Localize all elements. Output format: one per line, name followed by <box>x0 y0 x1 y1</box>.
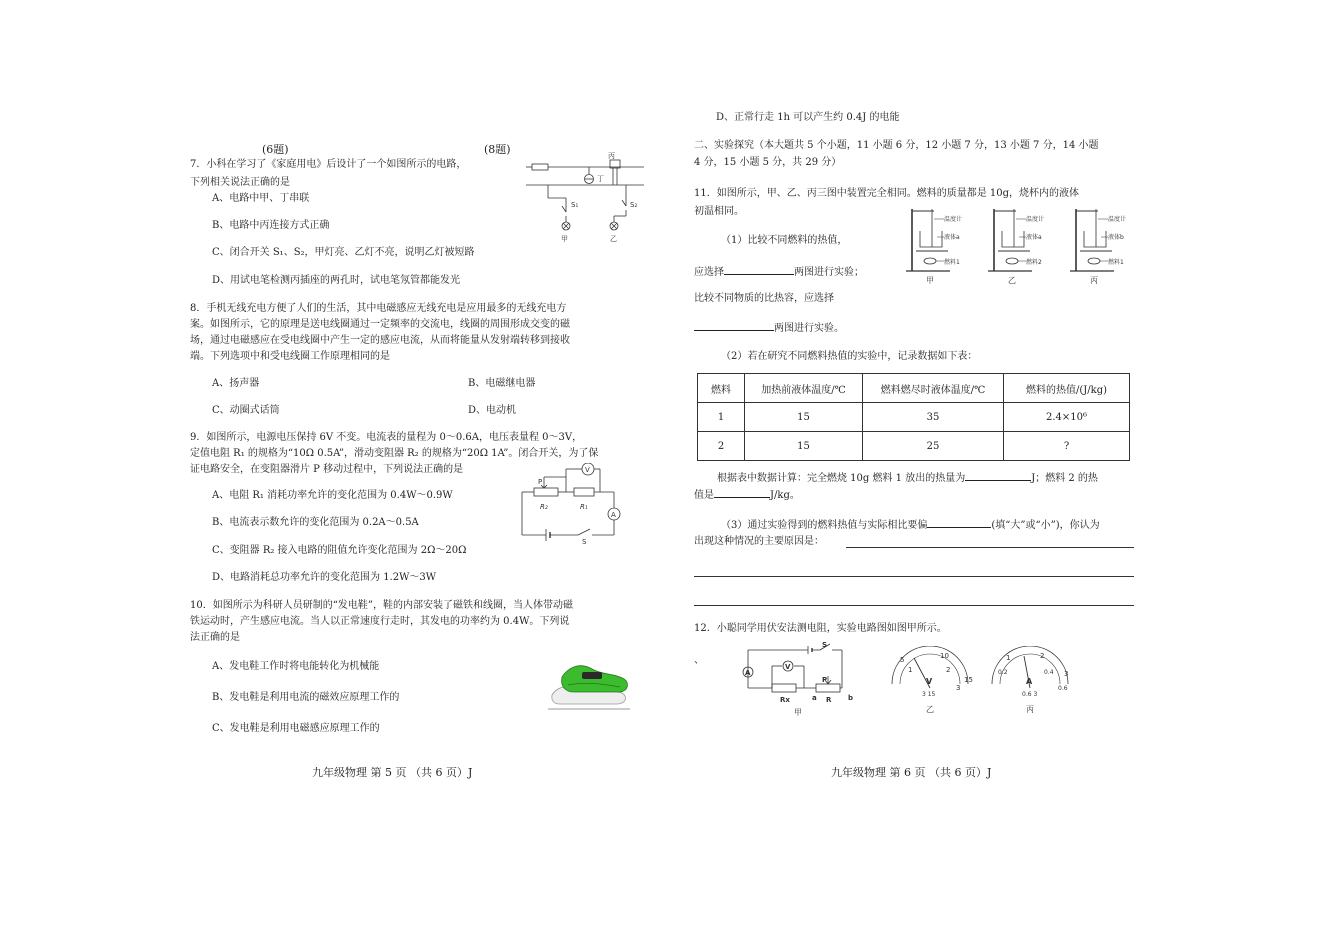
ammeter-tick-label: 0.6 <box>1058 685 1068 692</box>
figure-caption-6: (6题) <box>262 143 289 156</box>
q7-fig-label-s1: S₁ <box>571 201 579 209</box>
voltmeter-tick-label: 2 <box>946 666 951 674</box>
q11-calc-mid: J；燃料 2 的热 <box>1031 473 1098 484</box>
q12-fig-caption-jia: 甲 <box>794 708 802 717</box>
ammeter-tick-label: 0.2 <box>998 669 1008 676</box>
voltmeter-terminal-labels: 3 15 <box>922 691 936 698</box>
ammeter-tick-label: 1 <box>1006 654 1011 662</box>
q11-fig-thermometer-label-1: 温度计 <box>944 216 963 223</box>
q12-fig-label-r: R <box>826 696 832 704</box>
ammeter-dial-figure <box>984 646 1076 718</box>
voltmeter-dial-figure <box>882 646 978 718</box>
q8-option-d: D、电动机 <box>468 405 517 416</box>
apparatus-bing <box>1070 209 1126 285</box>
table-cell: 15 <box>745 432 863 461</box>
q12-circuit-figure <box>738 638 862 718</box>
voltmeter-tick-label: 1 <box>908 666 913 674</box>
q11-calc2-prefix: 值是 <box>694 490 714 501</box>
q11-part1-answer-suffix: 两图进行实验； <box>794 267 864 278</box>
q11-part1-specific-heat: 比较不同物质的比热容，应选择 <box>694 293 834 304</box>
q10-option-c: C、发电鞋是利用电磁感应原理工作的 <box>212 723 380 734</box>
voltmeter-tick-label: 3 <box>956 684 961 692</box>
q11-fig-fuel-label-1: 燃料1 <box>944 259 960 266</box>
q11-part2-text: （2）若在研究不同燃料热值的实验中，记录数据如下表： <box>721 351 978 362</box>
q12-fig-caption-yi: 乙 <box>926 705 934 714</box>
section2-heading-line1: 二、实验探究（本大题共 5 个小题，11 小题 6 分，12 小题 7 分，13 小题 7 分，14 小题 <box>694 140 1099 151</box>
table-header-cell: 燃料 <box>698 374 745 403</box>
voltmeter-center-label: V <box>926 677 933 686</box>
q12-stem: 12．小聪同学用伏安法测电阻，实验电路图如图甲所示。 <box>694 623 947 634</box>
q11-data-table <box>697 373 1130 461</box>
table-row <box>698 403 1130 432</box>
q7-stem-line2: 下列相关说法正确的是 <box>190 177 290 188</box>
answer-line[interactable] <box>694 576 1134 577</box>
q11-part3-suffix: (填“大”或“小”)，你认为 <box>991 520 1100 531</box>
q11-part1-answer-prefix: 应选择 <box>694 267 724 278</box>
apparatus-jia <box>906 209 962 285</box>
voltmeter-tick-label: 10 <box>940 652 949 660</box>
q7-fig-label-ding: 丁 <box>597 175 604 183</box>
q9-fig-label-r1: R₁ <box>580 503 588 511</box>
q7-fig-label-jia: 甲 <box>561 235 568 243</box>
q8-stem-line2: 案。如图所示，它的原理是送电线圈通过一定频率的交流电，线圈的周围形成交变的磁 <box>190 319 570 330</box>
q9-option-b: B、电流表示数允许的变化范围为 0.2A～0.5A <box>212 517 419 528</box>
q8-option-c: C、动圈式话筒 <box>212 405 280 416</box>
q12-fig-label-rx: Rx <box>780 696 790 704</box>
q11-part1-text: （1）比较不同燃料的热值， <box>721 235 848 246</box>
table-cell: 2.4×10⁶ <box>1004 403 1130 432</box>
q11-part1-answer-line <box>694 264 864 280</box>
q11-part3-blank[interactable] <box>927 517 991 528</box>
q9-fig-label-r2: R₂ <box>540 503 548 511</box>
table-cell: ? <box>1004 432 1130 461</box>
q9-stem-line2: 定值电阻 R₁ 的规格为“10Ω 0.5A”，滑动变阻器 R₂ 的规格为“20Ω 1A”。闭合开关，为了保 <box>190 448 599 459</box>
q11-calc-line2 <box>694 487 800 503</box>
figure-caption-8: (8题) <box>484 143 511 156</box>
q9-fig-label-p: P <box>538 478 543 486</box>
q11-part3-prefix: （3）通过实验得到的燃料热值与实际相比要偏 <box>721 520 928 531</box>
q10-option-b: B、发电鞋是利用电流的磁效应原理工作的 <box>212 692 400 703</box>
q11-calc-heat-value-blank[interactable] <box>714 487 770 498</box>
q11-part3-line2: 出现这种情况的主要原因是： <box>694 536 824 547</box>
q8-stem-line3: 场，通过电磁感应在受电线圈中产生一定的感应电流，从而将能量从发射端转移到接收 <box>190 335 570 346</box>
right-page-footer: 九年级物理 第 6 页 （共 6 页）J <box>831 766 992 779</box>
q7-stem-line1: 7．小科在学习了《家庭用电》后设计了一个如图所示的电路， <box>190 159 467 170</box>
q11-fig-fuel-label-3: 燃料1 <box>1108 259 1124 266</box>
q12-fig-label-v: V <box>785 663 791 671</box>
power-generating-shoe-image <box>548 655 630 711</box>
q9-fig-label-s: S <box>582 538 587 545</box>
q10-stem-line3: 法正确的是 <box>190 632 240 643</box>
q11-part1-answer-blank[interactable] <box>724 264 794 275</box>
ammeter-tick-label: 2 <box>1040 652 1045 660</box>
q11-fig-thermometer-label-2: 温度计 <box>1026 216 1045 223</box>
q11-fig-thermometer-label-3: 温度计 <box>1108 216 1127 223</box>
q9-series-circuit-figure <box>518 463 630 545</box>
q12-fig-label-a: A <box>745 669 751 677</box>
q9-fig-label-a: A <box>611 511 616 519</box>
q7-option-d: D、用试电笔检测丙插座的两孔时，试电笔氖管都能发光 <box>212 275 461 286</box>
q9-stem-line3: 证电路安全，在变阻器滑片 P 移动过程中，下列说法正确的是 <box>190 464 464 475</box>
q12-fig-label-point-a: a <box>812 694 817 702</box>
table-header-cell: 加热前液体温度/℃ <box>745 374 863 403</box>
q11-fig-caption-yi: 乙 <box>1008 276 1016 285</box>
voltmeter-tick-label: 5 <box>900 656 905 664</box>
q7-option-a: A、电路中甲、丁串联 <box>212 193 310 204</box>
section2-heading-line2: 4 分，15 小题 5 分，共 29 分） <box>694 157 842 168</box>
q7-fig-label-s2: S₂ <box>630 201 638 209</box>
q11-fig-caption-jia: 甲 <box>926 276 934 285</box>
q12-fig-label-s: S <box>822 641 828 649</box>
ammeter-center-label: A <box>1026 677 1033 686</box>
q9-option-a: A、电阻 R₁ 消耗功率允许的变化范围为 0.4W～0.9W <box>212 490 453 501</box>
q7-option-b: B、电路中丙连接方式正确 <box>212 220 330 231</box>
table-cell: 2 <box>698 432 745 461</box>
table-cell: 15 <box>745 403 863 432</box>
q10-option-a: A、发电鞋工作时将电能转化为机械能 <box>212 661 380 672</box>
q11-fig-caption-bing: 丙 <box>1090 276 1098 285</box>
q12-stray-mark: 、 <box>694 655 704 666</box>
q11-part1-answer2-line <box>694 320 844 336</box>
q7-fig-label-yi: 乙 <box>610 235 617 243</box>
table-header-row <box>698 374 1130 403</box>
q11-calc-prefix: 根据表中数据计算：完全燃烧 10g 燃料 1 放出的热量为 <box>717 473 966 484</box>
ammeter-tick-label: 3 <box>1064 670 1069 678</box>
q11-heating-apparatus-figure <box>904 207 1140 287</box>
q8-option-a: A、扬声器 <box>212 378 260 389</box>
apparatus-yi <box>988 209 1044 285</box>
q11-fig-fuel-label-2: 燃料2 <box>1026 259 1042 266</box>
q7-household-circuit-figure <box>526 150 644 245</box>
voltmeter-tick-label: 15 <box>964 676 973 684</box>
q11-fig-liquid-label-2: 液体a <box>1026 234 1042 241</box>
q10-stem-line2: 铁运动时，产生感应电流。当人以正常速度行走时，其发电的功率约为 0.4W。下列说 <box>190 616 570 627</box>
q11-part1-answer2-blank[interactable] <box>694 320 774 331</box>
q11-stem-line1: 11．如图所示，甲、乙、丙三图中装置完全相同。燃料的质量都是 10g，烧杯内的液体 <box>694 188 1080 199</box>
answer-line[interactable] <box>694 605 1134 606</box>
q12-fig-caption-bing: 丙 <box>1026 705 1034 714</box>
q11-stem-line2: 初温相同。 <box>694 206 744 217</box>
q9-stem-line1: 9．如图所示，电源电压保持 6V 不变。电流表的量程为 0～0.6A，电压表量程 0～3V， <box>190 432 583 443</box>
q9-fig-label-v: V <box>585 466 590 474</box>
q9-option-d: D、电路消耗总功率允许的变化范围为 1.2W～3W <box>212 572 437 583</box>
table-row <box>698 432 1130 461</box>
q9-option-c: C、变阻器 R₂ 接入电路的阻值允许变化范围为 2Ω～20Ω <box>212 545 467 556</box>
q11-fig-liquid-label-1: 液体a <box>944 234 960 241</box>
ammeter-tick-label: 0.4 <box>1044 669 1054 676</box>
q12-fig-label-point-b: b <box>848 694 854 702</box>
q11-calc2-suffix: J/kg。 <box>770 490 800 501</box>
q12-fig-label-p: P <box>822 676 828 684</box>
q11-part1-answer2-suffix: 两图进行实验。 <box>774 323 844 334</box>
table-cell: 35 <box>863 403 1004 432</box>
q10-stem-line1: 10．如图所示为科研人员研制的“发电鞋”，鞋的内部安装了磁铁和线圈，当人体带动磁 <box>190 600 573 611</box>
q10-option-d: D、正常行走 1h 可以产生约 0.4J 的电能 <box>716 112 900 123</box>
q11-part3-line1 <box>721 517 1100 533</box>
left-page-footer: 九年级物理 第 5 页 （共 6 页）J <box>312 766 473 779</box>
q8-stem-line1: 8．手机无线充电方便了人们的生活，其中电磁感应无线充电是应用最多的无线充电方 <box>190 303 567 314</box>
table-header-cell: 燃料燃尽时液体温度/℃ <box>863 374 1004 403</box>
answer-line[interactable] <box>846 547 1134 548</box>
table-cell: 25 <box>863 432 1004 461</box>
q11-fig-liquid-label-3: 液体b <box>1108 234 1124 241</box>
q7-fig-label-bing: 丙 <box>608 152 615 160</box>
table-cell: 1 <box>698 403 745 432</box>
table-header-cell: 燃料的热值/(J/kg) <box>1004 374 1130 403</box>
ammeter-terminal-labels: 0.6 3 <box>1022 691 1038 698</box>
q11-calc-line1 <box>717 470 1098 486</box>
q8-option-b: B、电磁继电器 <box>468 378 536 389</box>
q11-calc-heat-blank[interactable] <box>965 470 1031 481</box>
q8-stem-line4: 端。下列选项中和受电线圈工作原理相同的是 <box>190 351 390 362</box>
q7-option-c: C、闭合开关 S₁、S₂，甲灯亮、乙灯不亮，说明乙灯被短路 <box>212 247 475 258</box>
